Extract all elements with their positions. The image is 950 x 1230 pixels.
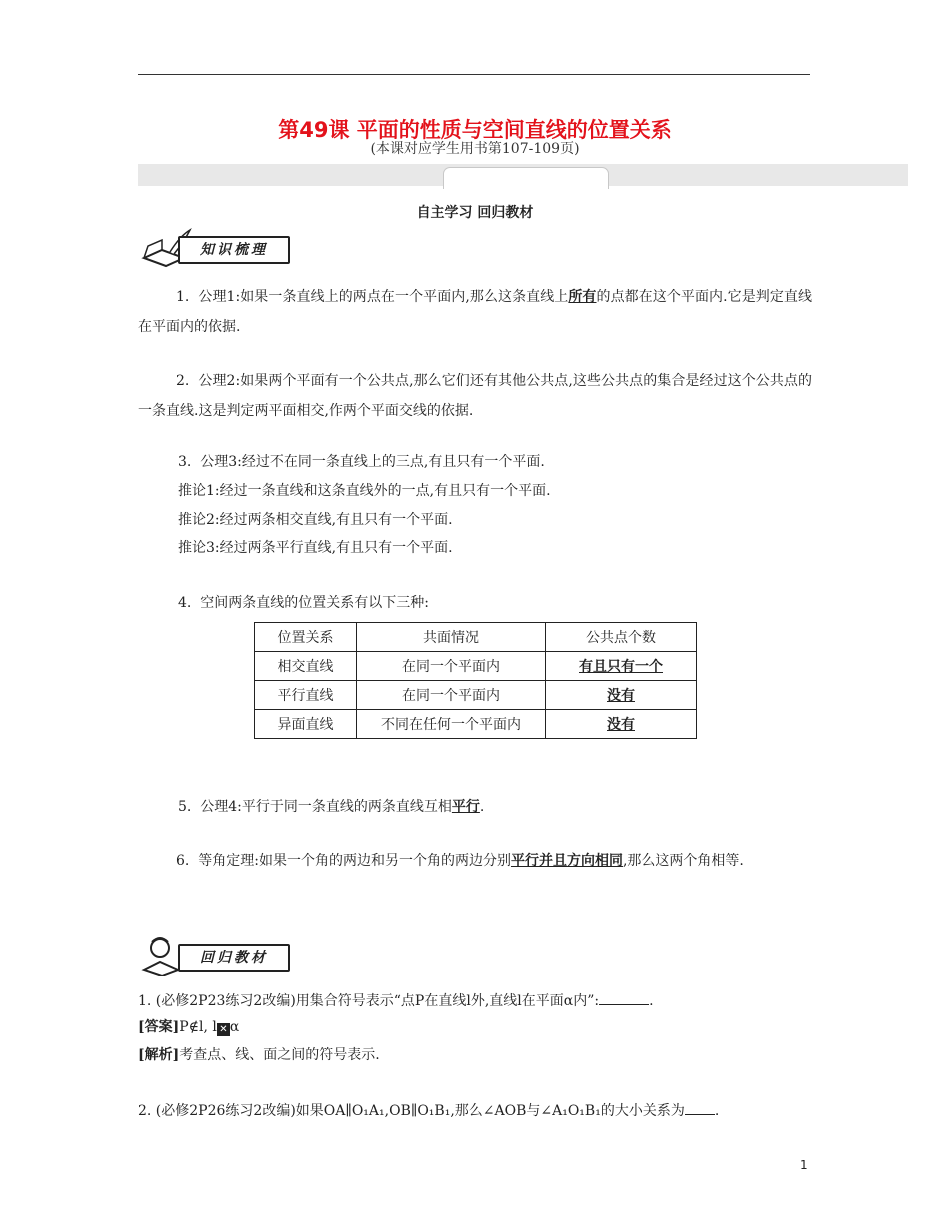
not-subset-glyph: ✕ <box>217 1023 230 1036</box>
table-cell-answer: 没有 <box>546 681 697 710</box>
table-cell: 异面直线 <box>255 710 357 739</box>
textbook-banner: 回归教材 <box>140 936 288 972</box>
page-subtitle: (本课对应学生用书第107-109页) <box>370 141 580 157</box>
exercise-2: 2. (必修2P26练习2改编)如果OA∥O₁A₁,OB∥O₁B₁,那么∠AOB与∠A₁O₁B₁的大小关系为 . <box>138 1100 719 1121</box>
item-2: 2. 公理2:如果两个平面有一个公共点,那么它们还有其他公共点,这些公共点的集合是经过这个公共点的一条直线.这是判定两平面相交,作两个平面交线的依据. <box>138 373 812 419</box>
item-6: 6. 等角定理:如果一个角的两边和另一个角的两边分别平行并且方向相同,那么这两个角相等. <box>176 853 744 869</box>
table-cell: 在同一个平面内 <box>357 652 546 681</box>
section-heading: 自主学习 回归教材 <box>416 205 534 221</box>
table-row <box>255 681 697 710</box>
table-header: 公共点个数 <box>546 623 697 652</box>
table-cell-answer: 没有 <box>546 710 697 739</box>
table-header: 共面情况 <box>357 623 546 652</box>
table-header: 位置关系 <box>255 623 357 652</box>
table-row <box>255 710 697 739</box>
exercise-1-answer: [答案]P∉l, l ✕ α <box>138 1019 240 1035</box>
corollary-3: 推论3:经过两条平行直线,有且只有一个平面. <box>178 540 453 556</box>
corollary-1: 推论1:经过一条直线和这条直线外的一点,有且只有一个平面. <box>178 483 551 499</box>
exercise-1: 1. (必修2P23练习2改编)用集合符号表示“点P在直线l外,直线l在平面α内”: . <box>138 990 654 1011</box>
item-4: 4. 空间两条直线的位置关系有以下三种: <box>178 595 429 611</box>
table-cell-answer: 有且只有一个 <box>546 652 697 681</box>
item-5: 5. 公理4:平行于同一条直线的两条直线互相平行. <box>178 799 485 815</box>
header-rule <box>138 74 810 75</box>
item-1: 1. 公理1:如果一条直线上的两点在一个平面内,那么这条直线上所有的点都在这个平面内.它是判定直线在平面内的依据. <box>138 289 812 335</box>
corollary-2: 推论2:经过两条相交直线,有且只有一个平面. <box>178 512 453 528</box>
table-header-row <box>255 623 697 652</box>
table-cell: 不同在任何一个平面内 <box>357 710 546 739</box>
knowledge-banner: 知识梳理 <box>140 228 288 264</box>
relation-table <box>254 622 697 739</box>
exercise-1-analysis: [解析]考查点、线、面之间的符号表示. <box>138 1047 380 1063</box>
table-cell: 在同一个平面内 <box>357 681 546 710</box>
table-cell: 相交直线 <box>255 652 357 681</box>
page-title: 第49课 平面的性质与空间直线的位置关系 <box>278 118 672 142</box>
header-tab <box>443 167 609 189</box>
table-row <box>255 652 697 681</box>
table-cell: 平行直线 <box>255 681 357 710</box>
item-3: 3. 公理3:经过不在同一条直线上的三点,有且只有一个平面. <box>178 454 545 470</box>
page-number: 1 <box>800 1158 808 1172</box>
